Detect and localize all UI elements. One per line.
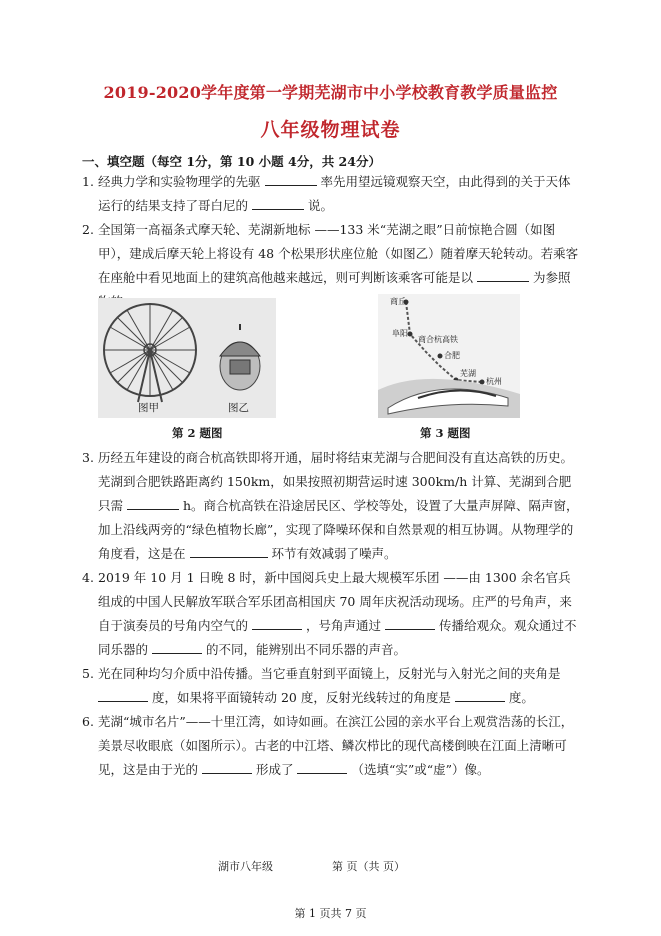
map-label: 阜阳 [392, 329, 408, 338]
question-text: 光在同种均匀介质中沿传播。当它垂直射到平面镜上，反射光与入射光之间的夹角是 [98, 666, 561, 681]
question-text: 全国第一高福条式摩天轮、芜湖新地标 ——133 米“芜湖之眼”日前惊艳合圆（如图甲），建成后摩天轮上将设有 48 个松果形状座位舱（如图乙）随着摩天轮转动。若乘客在座舱中看见地面上的建筑高他越来越远，则可判断该乘客可能是以 [98, 222, 579, 285]
figure-3-caption: 第 3 题图 [420, 426, 471, 440]
figure-label-a: 图甲 [138, 402, 159, 414]
answer-blank[interactable] [252, 615, 302, 630]
map-label: 杭州 [486, 377, 502, 386]
question-number: 2. [82, 222, 94, 237]
answer-blank[interactable] [385, 615, 435, 630]
answer-blank[interactable] [455, 687, 505, 702]
question-text: 度，如果将平面镜转动 20 度，反射光线转过的角度是 [151, 690, 451, 705]
question-4 [82, 566, 582, 662]
map-label: 芜湖 [460, 369, 476, 378]
question-text: 形成了 [255, 762, 294, 777]
question-6 [82, 710, 582, 782]
footer-right: 第 页（共 页） [332, 860, 405, 873]
answer-blank[interactable] [152, 639, 202, 654]
ferris-wheel-figure [98, 298, 276, 418]
question-text: （选填“实”或“虚”）像。 [351, 762, 490, 777]
question-number: 6. [82, 714, 94, 729]
exam-subtitle: 八年级物理试卷 [260, 119, 401, 141]
question-text: 率先用望远镜观察天空，由此得到的关于天体运行的结果支持了哥白尼的 [98, 174, 571, 213]
question-number: 4. [82, 570, 94, 585]
figure-label-b: 图乙 [228, 402, 249, 414]
map-label: 商丘 [390, 297, 406, 306]
answer-blank[interactable] [477, 267, 529, 282]
answer-blank[interactable] [202, 759, 252, 774]
answer-blank[interactable] [98, 687, 148, 702]
question-text: 为参照 [532, 270, 571, 285]
question-text: 环节有效减弱了噪声。 [271, 546, 397, 561]
answer-blank[interactable] [252, 195, 304, 210]
question-1 [82, 170, 582, 218]
question-number: 1. [82, 174, 94, 189]
question-text: 度。 [508, 690, 534, 705]
question-text: 历经五年建设的商合杭高铁即将开通，届时将结束芜湖与合肥间没有直达高铁的历史。芜湖到合肥铁路距离约 150km，如果按照初期营运时速 300km/h 计算、芜湖到合肥只需 [98, 450, 574, 513]
question-text: ，号角声通过 [305, 618, 381, 633]
figure-2-caption: 第 2 题图 [172, 426, 223, 440]
question-text: h。商合杭高铁在沿途居民区、学校等处，设置了大量声屏障、隔声窗，加上沿线两旁的“绿色植物长廊”，实现了降噪环保和自然景观的相互协调。从物理学的角度看，这是在 [98, 498, 579, 561]
question-number: 5. [82, 666, 94, 681]
question-text: 芜湖“城市名片”——十里江湾，如诗如画。在滨江公园的亲水平台上观赏浩荡的长江，美景尽收眼底（如图所示）。古老的中江塔、鳞次栉比的现代高楼倒映在江面上清晰可见，这是由于光的 [98, 714, 574, 777]
question-text: 说。 [307, 198, 333, 213]
question-text: 的不同，能辨别出不同乐器的声音。 [205, 642, 406, 657]
question-text: 2019 年 10 月 1 日晚 8 时，新中国阅兵史上最大规模军乐团 ——由 1300 余名官兵组成的中国人民解放军联合军乐团高相国庆 70 周年庆祝活动现场。庄严的号角声，来自于演奏员的号角内空气的 [98, 570, 572, 633]
figure-2 [98, 298, 276, 418]
question-3 [82, 446, 582, 566]
answer-blank[interactable] [190, 543, 268, 558]
question-number: 3. [82, 450, 94, 465]
figure-3 [378, 294, 520, 418]
exam-title: 2019-2020学年度第一学期芜湖市中小学校教育教学质量监控 [103, 83, 558, 102]
answer-blank[interactable] [127, 495, 179, 510]
question-text: 经典力学和实验物理学的先驱 [98, 174, 261, 189]
question-text: 传播给观众。观众通过不同乐器的 [98, 618, 577, 657]
map-label: 合肥 [444, 351, 460, 360]
question-5 [82, 662, 582, 710]
page-number: 第 1 页共 7 页 [294, 907, 367, 920]
footer-left: 湖市八年级 [218, 860, 273, 873]
answer-blank[interactable] [265, 171, 317, 186]
section-heading: 一、填空题（每空 1分，第 10 小题 4分，共 24分） [82, 154, 381, 169]
map-label: 商合杭高铁 [418, 335, 458, 344]
answer-blank[interactable] [297, 759, 347, 774]
